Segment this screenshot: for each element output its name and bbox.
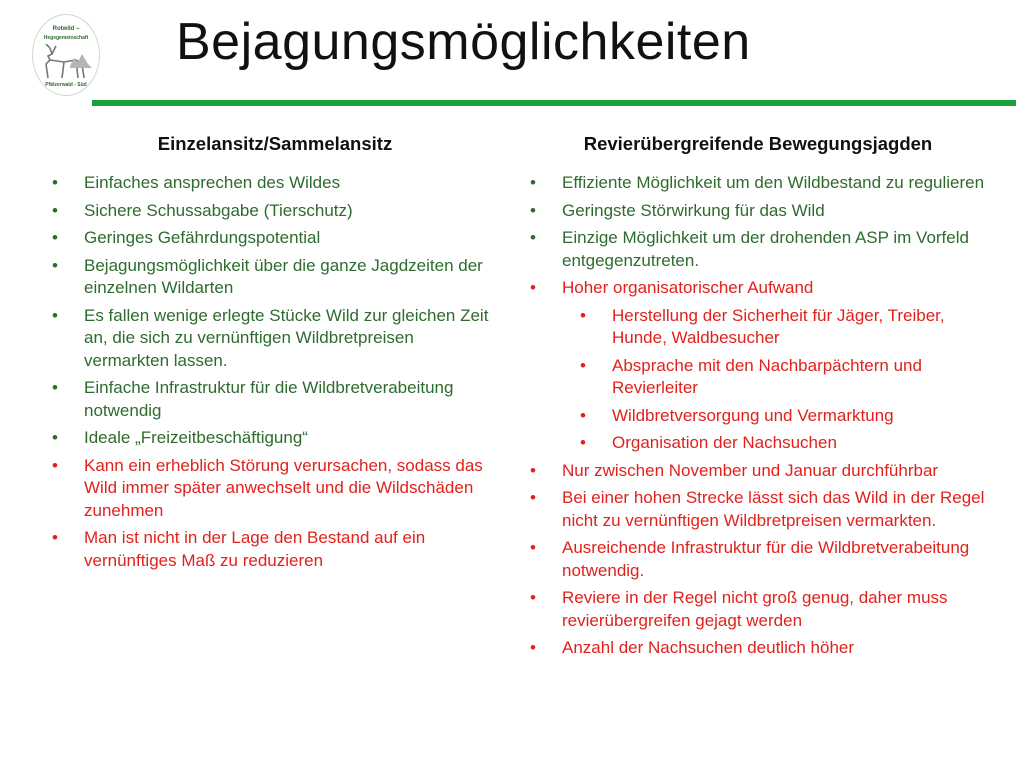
sub-list-item — [528, 355, 988, 400]
list-item — [528, 172, 988, 195]
list-item-text: Geringes Gefährdungspotential — [84, 228, 321, 247]
bullet-icon: • — [530, 173, 536, 192]
list-item-text: Es fallen wenige erlegte Stücke Wild zur gleichen Zeit an, die sich zu vernünftigen Wildbretpreisen vermarkten lassen. — [84, 305, 489, 370]
list-item-text: Absprache mit den Nachbarpächtern und Revierleiter — [612, 355, 922, 397]
list-item-text: Reviere in der Regel nicht groß genug, daher muss revierübergreifen gejagt werden — [562, 588, 948, 630]
list-item-text: Effiziente Möglichkeit um den Wildbestand zu regulieren — [562, 173, 985, 192]
right-column-heading: Revierübergreifende Bewegungsjagden — [583, 133, 933, 154]
logo-text-line3: Pfälzerwald - Süd — [45, 82, 87, 88]
left-bullet-list — [50, 172, 500, 572]
list-item-text: Herstellung der Sicherheit für Jäger, Treiber, Hunde, Waldbesucher — [612, 305, 945, 347]
list-item — [50, 427, 500, 450]
sub-list-item — [528, 405, 988, 428]
title-divider — [92, 100, 1016, 106]
list-item-text: Man ist nicht in der Lage den Bestand auf ein vernünftiges Maß zu reduzieren — [84, 528, 426, 570]
list-item-text: Sichere Schussabgabe (Tierschutz) — [84, 200, 353, 220]
bullet-icon: • — [52, 200, 58, 220]
list-item-text: Ausreichende Infrastruktur für die Wildbretverabeitung notwendig. — [562, 538, 970, 580]
bullet-icon: • — [52, 528, 58, 547]
deer-icon — [40, 44, 92, 82]
bullet-icon: • — [530, 228, 536, 247]
list-item — [528, 587, 988, 632]
right-column — [528, 128, 988, 665]
bullet-icon: • — [52, 305, 58, 325]
list-item — [50, 377, 500, 422]
bullet-icon: • — [530, 460, 536, 480]
sub-list-item — [528, 305, 988, 350]
list-item-text: Einfache Infrastruktur für die Wildbretverabeitung notwendig — [84, 378, 454, 420]
bullet-icon: • — [52, 255, 58, 275]
list-item-text: Einfaches ansprechen des Wildes — [84, 173, 341, 192]
logo-text-line1: Rotwild – — [52, 26, 80, 32]
list-item-text: Einzige Möglichkeit um der drohenden ASP im Vorfeld entgegenzutreten. — [562, 228, 969, 270]
list-item — [528, 227, 988, 272]
bullet-icon: • — [530, 488, 536, 507]
list-item-text: Wildbretversorgung und Vermarktung — [612, 405, 894, 425]
bullet-icon: • — [580, 355, 586, 375]
bullet-icon: • — [52, 428, 58, 447]
sub-list-item — [528, 432, 988, 455]
right-bullet-list — [528, 172, 988, 660]
list-item — [50, 455, 500, 523]
list-item — [50, 527, 500, 572]
left-column-heading: Einzelansitz/Sammelansitz — [157, 133, 393, 154]
slide-title: Bejagungsmöglichkeiten — [176, 13, 751, 71]
list-item-text: Anzahl der Nachsuchen deutlich höher — [562, 638, 855, 657]
bullet-icon: • — [52, 228, 58, 247]
bullet-icon: • — [580, 405, 586, 425]
list-item — [528, 200, 988, 223]
list-item — [528, 537, 988, 582]
left-column — [50, 128, 500, 577]
list-item-text: Geringste Störwirkung für das Wild — [562, 200, 825, 220]
bullet-icon: • — [52, 378, 58, 397]
bullet-icon: • — [52, 455, 58, 475]
list-item-text: Kann ein erheblich Störung verursachen, sodass das Wild immer später anwechselt und die Wildschäden zunehmen — [84, 455, 483, 520]
list-item — [528, 487, 988, 532]
bullet-icon: • — [530, 278, 536, 297]
list-item-text: Nur zwischen November und Januar durchführbar — [562, 460, 939, 480]
logo-hegegemeinschaft — [28, 6, 104, 98]
list-item-text: Organisation der Nachsuchen — [612, 433, 837, 452]
bullet-icon: • — [530, 588, 536, 607]
logo-text-line2: Hegegemeinschaft — [43, 35, 89, 41]
list-item-text: Hoher organisatorischer Aufwand — [562, 278, 814, 297]
bullet-icon: • — [580, 433, 586, 452]
list-item — [528, 460, 988, 483]
bullet-icon: • — [580, 305, 586, 325]
bullet-icon: • — [530, 538, 536, 557]
list-item-text: Bei einer hohen Strecke lässt sich das Wild in der Regel nicht zu vernünftigen Wildbretpreisen vermarkten. — [562, 488, 985, 530]
bullet-icon: • — [530, 638, 536, 657]
list-item-text: Bejagungsmöglichkeit über die ganze Jagdzeiten der einzelnen Wildarten — [84, 255, 483, 297]
list-item — [50, 255, 500, 300]
list-item — [50, 305, 500, 373]
bullet-icon: • — [52, 173, 58, 192]
list-item — [528, 277, 988, 300]
list-item — [50, 172, 500, 195]
bullet-icon: • — [530, 200, 536, 220]
list-item — [50, 227, 500, 250]
list-item — [50, 200, 500, 223]
list-item — [528, 637, 988, 660]
list-item-text: Ideale „Freizeitbeschäftigung“ — [84, 428, 308, 447]
